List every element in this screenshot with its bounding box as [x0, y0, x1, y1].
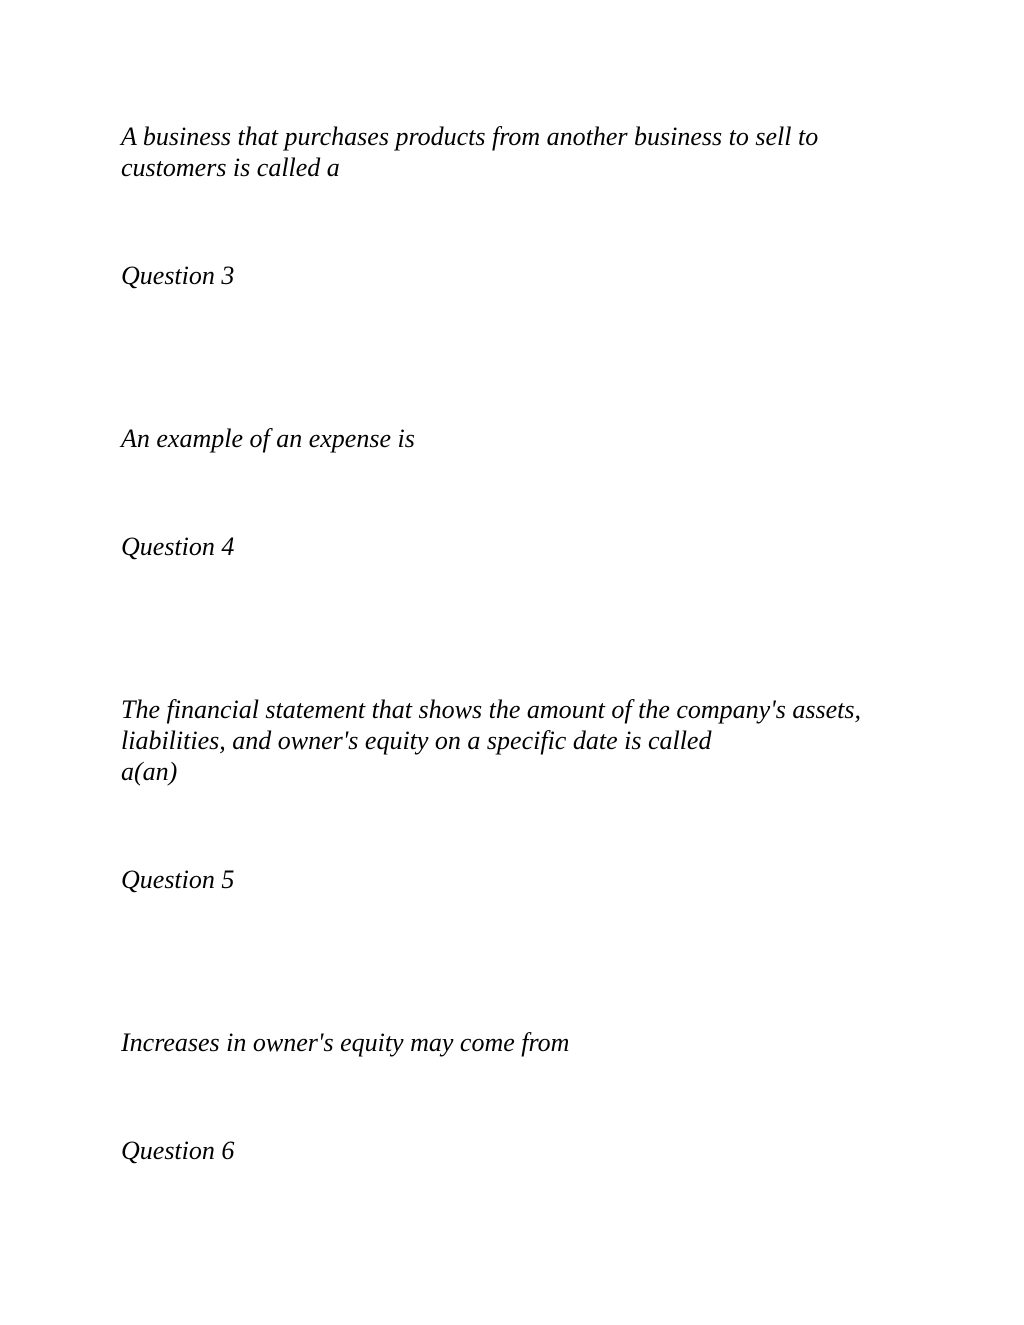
question-4-text-line-1: The financial statement that shows the amount of the company's assets,	[121, 695, 862, 724]
question-4-text	[121, 694, 921, 787]
question-2-text-line-1: A business that purchases products from another business to sell to	[121, 122, 819, 151]
question-4-heading: Question 4	[121, 532, 235, 561]
question-4-text-line-2: liabilities, and owner's equity on a specific date is called	[121, 726, 712, 755]
question-5-heading: Question 5	[121, 865, 235, 894]
question-2-text-line-2: customers is called a	[121, 153, 340, 182]
question-2-text	[121, 121, 921, 183]
question-5-text: Increases in owner's equity may come from	[121, 1028, 570, 1057]
question-3-heading: Question 3	[121, 261, 235, 290]
question-6-heading: Question 6	[121, 1136, 235, 1165]
question-4-text-line-3: a(an)	[121, 757, 178, 786]
question-3-text: An example of an expense is	[121, 424, 415, 453]
